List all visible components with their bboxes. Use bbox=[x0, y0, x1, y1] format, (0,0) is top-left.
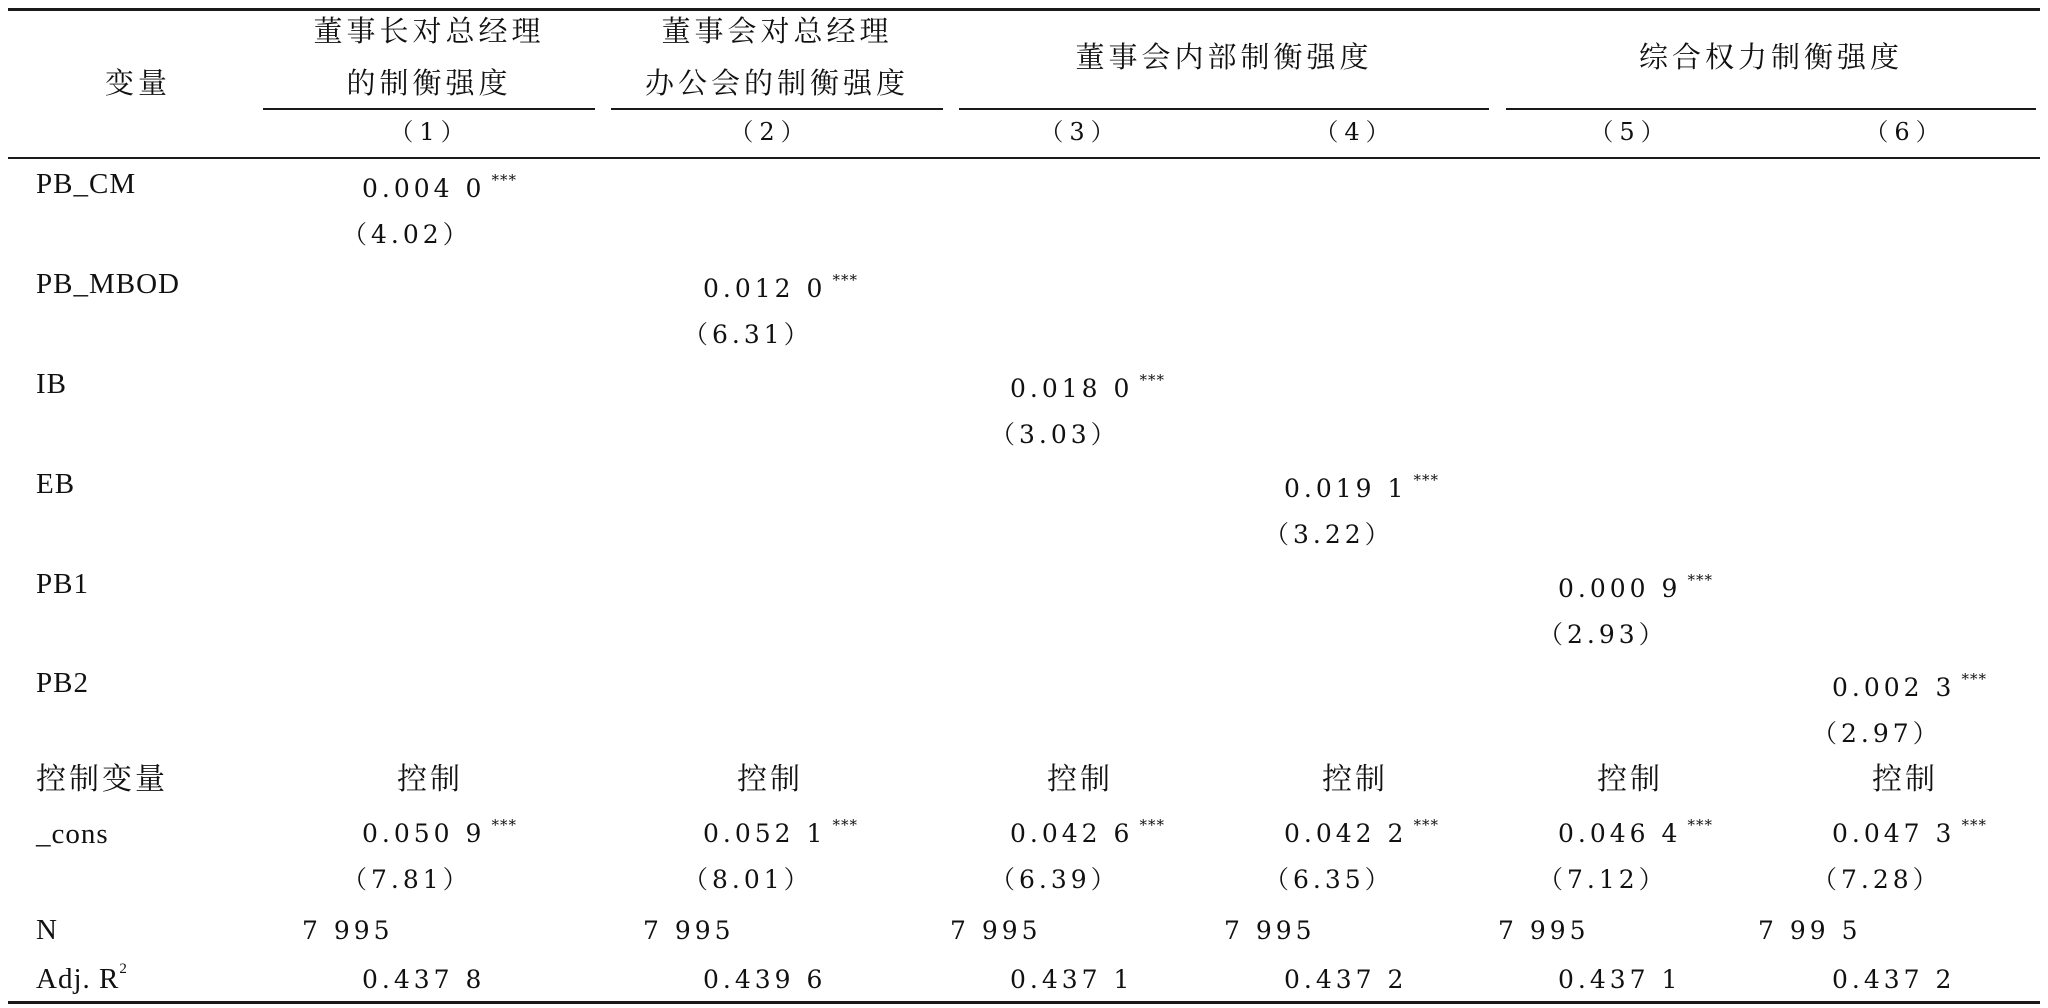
coefficient-value: 0.004 0 bbox=[362, 174, 486, 203]
tstat-pb-cm: （4.02） bbox=[342, 220, 472, 249]
coefficient-value: 0.002 3 bbox=[1832, 673, 1956, 702]
coefficient-value: 0.019 1 bbox=[1284, 474, 1408, 503]
group-header-2-line1: 董事会对总经理 bbox=[661, 14, 893, 48]
coefficient-value: 0.047 3 bbox=[1832, 819, 1956, 848]
bottom-rule bbox=[8, 1001, 2040, 1004]
coef-pb-cm bbox=[362, 171, 517, 203]
controls-value: 控制 bbox=[737, 762, 803, 797]
cons-coef bbox=[362, 816, 517, 848]
coefficient-value: 0.018 0 bbox=[1010, 374, 1134, 403]
coefficient-value: 0.046 4 bbox=[1558, 819, 1682, 848]
variable-label-pb2: PB2 bbox=[36, 667, 89, 699]
adj-r2-label bbox=[36, 961, 128, 995]
n-value: 7 995 bbox=[643, 916, 735, 945]
coefficient-value: 0.052 1 bbox=[703, 819, 827, 848]
n-value: 7 995 bbox=[1224, 916, 1316, 945]
column-number-2: （2） bbox=[729, 118, 811, 146]
n-value: 7 995 bbox=[1498, 916, 1590, 945]
cons-label: _cons bbox=[36, 818, 109, 850]
header-bottom-rule bbox=[8, 157, 2040, 159]
coef-ib bbox=[1010, 371, 1165, 403]
cons-tstat: （6.35） bbox=[1264, 865, 1394, 894]
group-header-1-line1: 董事长对总经理 bbox=[313, 14, 545, 48]
coefficient-value: 0.042 2 bbox=[1284, 819, 1408, 848]
variable-label-pb-mbod: PB_MBOD bbox=[36, 268, 180, 300]
group-rule-1 bbox=[263, 108, 595, 110]
controls-value: 控制 bbox=[397, 762, 463, 797]
controls-value: 控制 bbox=[1047, 762, 1113, 797]
coefficient-value: 0.050 9 bbox=[362, 819, 486, 848]
significance-stars: *** bbox=[1139, 816, 1165, 834]
controls-value: 控制 bbox=[1322, 762, 1388, 797]
adj-r2-value: 0.439 6 bbox=[703, 965, 827, 994]
group-header-1-line2: 的制衡强度 bbox=[346, 66, 512, 100]
variable-label-pb1: PB1 bbox=[36, 568, 89, 600]
tstat-pb-mbod: （6.31） bbox=[683, 320, 813, 349]
cons-coef bbox=[1010, 816, 1165, 848]
tstat-ib: （3.03） bbox=[990, 420, 1120, 449]
significance-stars: *** bbox=[832, 816, 858, 834]
variable-label-pb-cm: PB_CM bbox=[36, 168, 137, 200]
significance-stars: *** bbox=[1961, 670, 1987, 688]
coef-eb bbox=[1284, 471, 1439, 503]
coefficient-value: 0.000 9 bbox=[1558, 574, 1682, 603]
coef-pb-mbod bbox=[703, 271, 858, 303]
significance-stars: *** bbox=[491, 816, 517, 834]
group-rule-3 bbox=[959, 108, 1489, 110]
significance-stars: *** bbox=[1687, 816, 1713, 834]
cons-tstat: （6.39） bbox=[990, 865, 1120, 894]
column-number-1: （1） bbox=[389, 118, 471, 146]
controls-label: 控制变量 bbox=[36, 762, 168, 797]
adj-r2-superscript: 2 bbox=[119, 961, 128, 978]
significance-stars: *** bbox=[1139, 371, 1165, 389]
cons-tstat: （7.81） bbox=[342, 865, 472, 894]
column-number-4: （4） bbox=[1314, 118, 1396, 146]
significance-stars: *** bbox=[832, 271, 858, 289]
adj-r2-value: 0.437 1 bbox=[1010, 965, 1134, 994]
cons-coef bbox=[703, 816, 858, 848]
adj-r2-value: 0.437 2 bbox=[1832, 965, 1956, 994]
cons-coef bbox=[1832, 816, 1987, 848]
column-number-5: （5） bbox=[1589, 118, 1671, 146]
controls-value: 控制 bbox=[1872, 762, 1938, 797]
group-header-2-line2: 办公会的制衡强度 bbox=[644, 66, 910, 100]
top-rule bbox=[8, 8, 2040, 11]
tstat-pb2: （2.97） bbox=[1812, 719, 1942, 748]
cons-tstat: （7.12） bbox=[1538, 865, 1668, 894]
significance-stars: *** bbox=[1687, 571, 1713, 589]
variable-header: 变量 bbox=[105, 66, 172, 100]
column-number-3: （3） bbox=[1039, 118, 1121, 146]
adj-r2-value: 0.437 2 bbox=[1284, 965, 1408, 994]
significance-stars: *** bbox=[1413, 816, 1439, 834]
n-value: 7 995 bbox=[302, 916, 394, 945]
n-value: 7 99 5 bbox=[1758, 916, 1862, 945]
group-header-4: 综合权力制衡强度 bbox=[1638, 40, 1904, 74]
coef-pb2 bbox=[1832, 670, 1987, 702]
significance-stars: *** bbox=[491, 171, 517, 189]
cons-tstat: （7.28） bbox=[1812, 865, 1942, 894]
significance-stars: *** bbox=[1961, 816, 1987, 834]
column-number-6: （6） bbox=[1864, 118, 1946, 146]
group-header-3: 董事会内部制衡强度 bbox=[1075, 40, 1373, 74]
tstat-eb: （3.22） bbox=[1264, 520, 1394, 549]
cons-coef bbox=[1558, 816, 1713, 848]
variable-label-ib: IB bbox=[36, 368, 67, 400]
variable-label-eb: EB bbox=[36, 468, 76, 500]
coefficient-value: 0.012 0 bbox=[703, 274, 827, 303]
cons-tstat: （8.01） bbox=[683, 865, 813, 894]
adj-r2-value: 0.437 8 bbox=[362, 965, 486, 994]
group-rule-2 bbox=[611, 108, 943, 110]
cons-coef bbox=[1284, 816, 1439, 848]
coef-pb1 bbox=[1558, 571, 1713, 603]
n-value: 7 995 bbox=[950, 916, 1042, 945]
group-rule-4 bbox=[1506, 108, 2036, 110]
controls-value: 控制 bbox=[1597, 762, 1663, 797]
significance-stars: *** bbox=[1413, 471, 1439, 489]
adj-r2-label-text: Adj. R bbox=[36, 963, 120, 995]
coefficient-value: 0.042 6 bbox=[1010, 819, 1134, 848]
n-label: N bbox=[36, 914, 58, 946]
tstat-pb1: （2.93） bbox=[1538, 620, 1668, 649]
adj-r2-value: 0.437 1 bbox=[1558, 965, 1682, 994]
